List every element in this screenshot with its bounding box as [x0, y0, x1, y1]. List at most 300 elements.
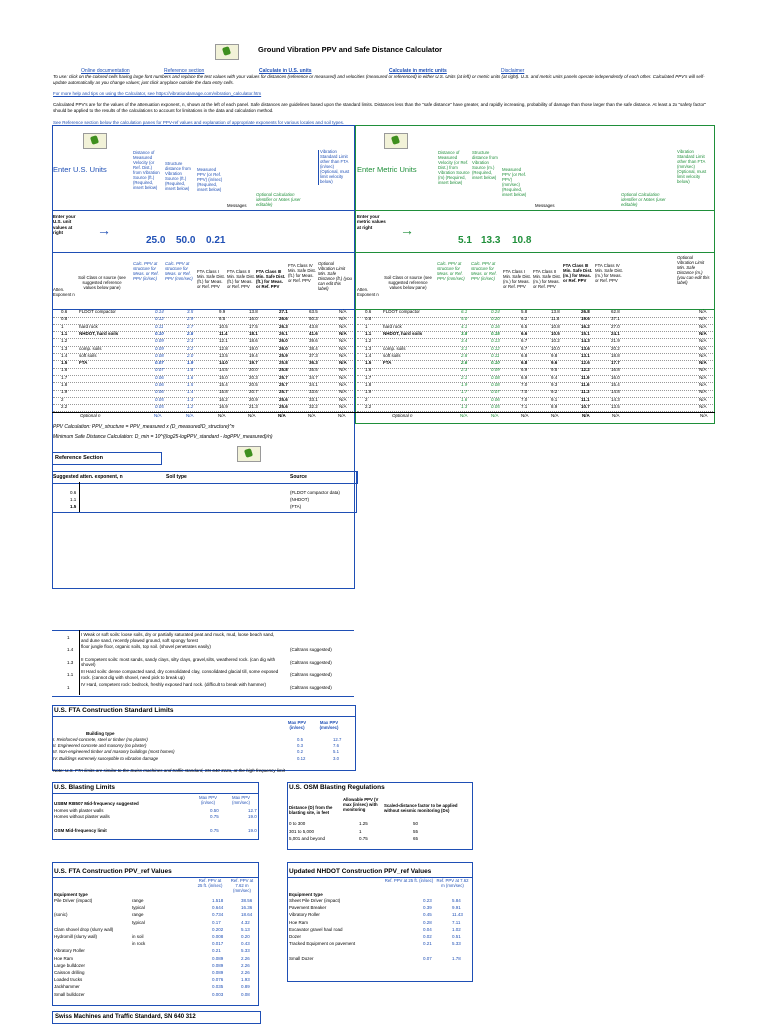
- osm-row-scaled: 65: [413, 836, 419, 841]
- fta-ppv-row-in: 0.003: [212, 991, 224, 997]
- us-h-fta2: FTA Class II Min. Safe Dist. (ft.) for Meas. or Ref. PPV: [227, 269, 255, 289]
- us-divider-mid: [52, 252, 355, 253]
- metric-rows-row-divider: [357, 375, 713, 376]
- us-rows-cell: 25.7: [279, 389, 288, 395]
- metric-rows-cell: 14.3: [611, 396, 620, 402]
- soil-source: (Caltrans suggested): [290, 672, 332, 678]
- metric-rows-cell: 0.06: [491, 396, 500, 402]
- soil-source: (Caltrans suggested): [290, 659, 332, 665]
- us-rows-cell: 26.1: [279, 330, 288, 336]
- fta-limits-title: U.S. FTA Construction Standard Limits: [54, 707, 174, 714]
- metric-rows-cell: 1.3: [365, 345, 372, 351]
- fta-ppv-row-equip: Large bulldozer: [54, 962, 86, 968]
- us-rows-cell: 0.05: [155, 403, 164, 409]
- us-optional-header: Optional Calculation identifier or Notes (user editable): [256, 192, 301, 207]
- nhdot-row-mm: 1.78: [452, 955, 461, 961]
- nhdot-row-equip: Vibratory Roller: [289, 912, 320, 918]
- us-rows-cell: 1.4: [61, 352, 68, 358]
- metric-rows-cell: 0.20: [491, 316, 500, 322]
- us-rows-cell: 20.9: [249, 396, 258, 402]
- us-h-calc1: Calc. PPV at structure for Meas. or Ref. PPV (in/sec): [133, 261, 159, 281]
- osm-row-allow: 1.25: [359, 821, 368, 826]
- us-divider-top: [52, 210, 355, 211]
- soil-source: (Caltrans suggested): [290, 647, 332, 653]
- us-rows-cell: 0.07: [155, 360, 164, 366]
- nhdot-row-in: 0.28: [423, 919, 432, 925]
- metric-rows-cell: 0.12: [491, 345, 500, 351]
- see-reference-link[interactable]: See Reference section below the calculation panes for PPV-ref values and explanation of appropriate exponents for various locales and soil types.: [53, 120, 345, 125]
- us-rows-cell: 0.06: [155, 389, 164, 395]
- metric-rows-cell: 14.8: [611, 389, 620, 395]
- us-rows-cell: 1.4: [187, 389, 194, 395]
- osm-row-dist: 5,001 and beyond: [289, 836, 326, 841]
- us-rows-cell: 19.0: [249, 345, 258, 351]
- fta-ppv-row-in: 1.518: [212, 898, 224, 903]
- fta-ppv-row-mm: 5.33: [241, 948, 250, 954]
- osm-h-allow: Allowable PPV (V max (in/sec) with monitoring: [343, 797, 379, 812]
- metric-rows-cell: 11.9: [581, 374, 590, 380]
- blasting-row-label: Homes without plaster walls: [54, 814, 110, 819]
- metric-h-atten: Atten. Exponent n: [357, 287, 379, 297]
- us-rows-cell: comp. soils: [79, 345, 102, 351]
- metric-optional-na-5: N/A: [582, 413, 590, 418]
- fta-ppv-row-equip: Caisson drilling: [54, 970, 85, 975]
- metric-rows-cell: 11.8: [551, 316, 560, 322]
- us-rows-cell: 9.9: [219, 309, 226, 314]
- us-rows-cell: 19.4: [249, 352, 258, 358]
- nhdot-h-in: Ref. PPV at 25 ft. (in/sec): [384, 878, 434, 883]
- us-rows-cell: 1.9: [61, 389, 68, 395]
- nhdot-row-mm: 9.91: [452, 905, 461, 911]
- fta-ppv-row-mm: 16.36: [241, 905, 253, 911]
- us-rows-cell: 1.1: [61, 330, 68, 336]
- reference-row-source: (FLDOT compactor data): [290, 490, 340, 495]
- us-col-structure-header: Structure distance from Vibration Source (ft.) (Required, insert below): [165, 161, 191, 191]
- metric-rows-cell: 1.1: [365, 330, 372, 336]
- fta-ppv-row-mm: 18.64: [241, 912, 253, 918]
- us-rows-cell: 17.5: [249, 323, 258, 329]
- nhdot-row-in: 0.04: [423, 926, 432, 932]
- reference-h-soil: Soil type: [166, 474, 187, 480]
- osm-row-dist: 0 to 300: [289, 821, 306, 826]
- metric-enter-label: Enter your metric values at right: [357, 214, 386, 230]
- nhdot-row-in: 0.21: [423, 941, 432, 947]
- fta-ppv-row-in: 0.734: [212, 912, 224, 918]
- formula-ppv: PPV Calculation: PPV_structure = PPV_measured x (D_measured/D_structure)^n: [53, 424, 235, 430]
- metric-rows-cell: 17.7: [611, 360, 620, 366]
- nhdot-row-mm: 5.33: [452, 941, 461, 947]
- us-rows-cell: 14.5: [219, 367, 228, 373]
- fta-ppv-row-mm: 2.26: [241, 955, 250, 961]
- metric-col-distance-header: Distance of Measured Velocity (or Ref. Dist.) from Vibration Source (m) (Required, insert below): [438, 150, 470, 185]
- us-rows-row-divider: [53, 397, 353, 398]
- us-rows-cell: 25.8: [279, 367, 288, 373]
- metric-rows-cell: 2.8: [461, 352, 468, 358]
- nhdot-h-mm: Ref. PPV at 7.62 m (mm/sec): [436, 878, 469, 888]
- us-rows-cell: 1.2: [61, 338, 68, 344]
- soil-desc-text: II Competent soils: most sands, sandy clays, silty clays, gravel,silts, weathered rock. (can dig with shovel): [81, 656, 276, 668]
- metric-divider-mid: [355, 252, 715, 253]
- metric-optional-na-3: N/A: [521, 413, 529, 418]
- metric-vibration-header: Vibration Standard Limit other than FTA (mm/sec) (Optional, must limit velocity below): [677, 149, 707, 184]
- metric-rows-cell: 6.6: [521, 330, 528, 336]
- us-optional-na-1: N/A: [154, 413, 162, 418]
- us-rows-cell: N/A: [339, 403, 347, 409]
- us-rows-cell: 0.12: [155, 316, 164, 322]
- metric-rows-cell: 0.6: [365, 309, 372, 314]
- us-h-soil: Soil Class or source (see suggested reference values below pane): [78, 275, 126, 290]
- fta-limits-divider: [52, 716, 356, 717]
- fta-ppv-row-kind: range: [132, 898, 144, 903]
- fta-ppv-h-equip: Equipment type: [54, 892, 88, 897]
- fta-ppv-row-equip: Jackhammer: [54, 984, 80, 990]
- fta-row-mm: 3.0: [333, 755, 339, 761]
- osm-row-allow: 0.75: [359, 836, 368, 841]
- metric-rows-row-divider: [357, 317, 713, 318]
- us-optional-n-label: Optional n: [80, 413, 101, 418]
- nhdot-row-mm: 11.43: [452, 912, 463, 918]
- us-rows-cell: 36.3: [309, 360, 318, 366]
- fta-ppv-row-in: 0.17: [212, 919, 221, 925]
- us-rows-cell: 34.1: [309, 382, 318, 387]
- fta-row-mm: 7.6: [333, 743, 339, 749]
- metric-rows-row-divider: [357, 390, 713, 391]
- us-rows-cell: N/A: [339, 396, 347, 402]
- metric-optional-na-1: N/A: [460, 413, 468, 418]
- us-rows-cell: 18.1: [249, 330, 258, 336]
- reference-title: Reference Section: [52, 452, 162, 465]
- reference-row-exp: 1.5: [70, 504, 77, 509]
- us-rows-row-divider: [53, 404, 353, 405]
- metric-h-fta1: FTA Class I Min. Safe Dist. (m.) for Meas. or Ref. PPV: [503, 269, 531, 289]
- us-rows-cell: 25.7: [279, 382, 288, 387]
- nhdot-row-in: 0.45: [423, 912, 432, 918]
- us-rows-cell: N/A: [339, 352, 347, 358]
- metric-logo-icon: [384, 133, 408, 149]
- us-rows-cell: 1.7: [61, 374, 68, 380]
- metric-rows-cell: N/A: [699, 382, 707, 387]
- metric-rows-cell: 26.8: [581, 309, 590, 314]
- us-rows-cell: 11.4: [219, 330, 228, 336]
- fta-ppv-row-in: 0.202: [212, 926, 224, 932]
- us-h-fta4: FTA Class IV Min. Safe Dist. (ft.) for Meas. or Ref. PPV: [288, 263, 316, 283]
- nhdot-row-equip: Excavator gravel haul road: [289, 926, 343, 932]
- metric-rows-cell: N/A: [699, 403, 707, 409]
- link-reference[interactable]: Reference section: [164, 68, 205, 74]
- fta-ppv-row-equip: Vibratory Roller: [54, 948, 85, 954]
- us-h-fta1: FTA Class I Min. Safe Dist. (ft.) for Meas. or Ref. PPV: [197, 269, 225, 289]
- fta-ppv-row-kind: in soil: [132, 934, 144, 939]
- us-rows-cell: 2: [61, 396, 64, 402]
- us-rows-cell: 0.11: [155, 323, 164, 329]
- us-rows-cell: 0.06: [155, 374, 164, 380]
- metric-h-fta2: FTA Class II Min. Safe Dist. (m.) for Meas. or Ref. PPV: [533, 269, 561, 289]
- metric-rows-cell: 2.3: [461, 367, 468, 373]
- fta-ppv-table: [54, 899, 256, 1003]
- reference-h-source: Source: [290, 474, 307, 480]
- metric-rows-cell: 9.5: [551, 367, 558, 373]
- metric-rows-cell: 10.0: [551, 345, 560, 351]
- metric-rows-cell: 0.08: [491, 382, 500, 387]
- metric-rows-cell: 7.0: [521, 382, 528, 387]
- fta-row-type: I. Reinforced-concrete, steel or timber (no plaster): [53, 737, 148, 742]
- nhdot-row-in: 0.23: [423, 898, 432, 903]
- soil-desc-text: IV Hard, competent rock: bedrock, freshly exposed hard rock. (difficult to break with hammer): [81, 681, 266, 687]
- blasting-h-mm: Max PPV (mm/sec): [232, 795, 250, 805]
- fta-table: [53, 738, 351, 766]
- fta-ppv-row-equip: Clam shovel drop (slurry wall): [54, 926, 114, 932]
- nhdot-title: Updated NHDOT Construction PPV_ref Values: [289, 868, 432, 875]
- reference-h-exp: Suggested atten. exponent, n: [53, 474, 123, 480]
- fta-ppv-row-in: 0.089: [212, 970, 224, 975]
- metric-rows-cell: N/A: [699, 330, 707, 336]
- us-optional-na-3: N/A: [218, 413, 226, 418]
- metric-rows-cell: 0.05: [491, 403, 500, 409]
- us-rows-cell: 39.6: [309, 338, 318, 344]
- nhdot-row-equip: Small Dozer: [289, 955, 314, 961]
- metric-rows-cell: 0.09: [491, 367, 500, 373]
- metric-rows-cell: N/A: [699, 396, 707, 402]
- metric-rows-row-divider: [357, 324, 713, 325]
- fta-ppv-h-in: Ref. PPV at 25 ft. (in/sec): [197, 878, 223, 888]
- us-rows-cell: 2.9: [187, 316, 194, 322]
- nhdot-row-equip: Tracked Equipment on pavement: [289, 941, 356, 947]
- metric-rows-cell: 13.5: [611, 403, 620, 409]
- us-rows-row-divider: [53, 382, 353, 383]
- us-rows-cell: 25.7: [279, 374, 288, 380]
- nhdot-row-equip: Dozer: [289, 934, 302, 939]
- metric-arrow-icon: →: [400, 222, 414, 238]
- metric-rows-cell: 9.3: [551, 382, 558, 387]
- fta-ppv-row-mm: 1.93: [241, 977, 250, 983]
- fta-ppv-divider: [52, 877, 259, 878]
- fta-ppv-row-mm: 0.08: [241, 991, 250, 997]
- fta-ppv-row-mm: 4.32: [241, 919, 250, 925]
- metric-rows-cell: 11.3: [581, 389, 590, 395]
- metric-rows-cell: 6.7: [521, 345, 528, 351]
- us-optional-na-7: N/A: [338, 413, 346, 418]
- us-rows-row-divider: [53, 375, 353, 376]
- help-link[interactable]: For more help and tips on using the Calculator, see https://vibrationdamage.com/vibration_calculator.htm: [53, 91, 262, 96]
- fta-ppv-row-equip: Pile Driver (impact): [54, 898, 93, 903]
- us-rows-cell: 33.6: [309, 389, 318, 395]
- us-vibration-header: Vibration Standard Limit other than FTA (in/sec) (Optional, must limit velocity below): [318, 150, 353, 185]
- metric-rows-cell: 1.6: [365, 367, 372, 373]
- us-rows-cell: 2.3: [187, 338, 194, 344]
- metric-rows-cell: 6.9: [521, 367, 528, 373]
- us-ppv-input[interactable]: 0.21: [206, 235, 226, 246]
- metric-rows-cell: 11.6: [581, 382, 590, 387]
- fta-ppv-row-equip: Loaded trucks: [54, 977, 83, 983]
- fta-ppv-row-in: 0.21: [212, 948, 221, 954]
- us-rows-cell: 1.3: [61, 345, 68, 351]
- soil-exp: 1: [67, 635, 70, 640]
- us-h-atten: Atten. Exponent n: [53, 287, 75, 297]
- swiss-title: Swiss Machines and Traffic Standard, SN 640 312: [52, 1011, 261, 1024]
- metric-rows-cell: 24.1: [611, 330, 620, 336]
- us-rows-row-divider: [53, 360, 353, 361]
- us-enter-label: Enter your U.S. unit values at right: [53, 214, 76, 236]
- fta-h-in: Max PPV (in/sec): [287, 720, 307, 730]
- blasting-osm-in: 0.75: [210, 828, 219, 833]
- fta-row-in: 0.2: [297, 749, 303, 755]
- metric-rows-cell: 8.9: [551, 403, 558, 409]
- metric-rows-cell: 19.6: [581, 316, 590, 322]
- us-rows-cell: 50.3: [309, 316, 318, 322]
- nhdot-table: [289, 899, 469, 979]
- osm-h-dist: Distance (D) from the blasting site, in feet: [289, 805, 333, 815]
- us-rows-cell: 2.2: [61, 403, 68, 409]
- metric-rows-cell: 3.8: [461, 330, 468, 336]
- fta-ppv-row-equip: (sonic): [54, 912, 68, 918]
- us-optional-na-2: N/A: [186, 413, 194, 418]
- us-rows-cell: 38.4: [309, 345, 318, 351]
- metric-rows-cell: 15.1: [581, 330, 590, 336]
- metric-rows-cell: 6.8: [521, 352, 528, 358]
- link-calc-us[interactable]: Calculate in U.S. units: [259, 68, 312, 74]
- metric-rows-cell: 1.2: [365, 338, 372, 344]
- metric-rows-cell: 1.4: [365, 352, 372, 358]
- fta-ppv-row-in: 0.017: [212, 941, 224, 947]
- blasting-row-mm: 19.0: [248, 814, 257, 819]
- osm-table: [289, 822, 469, 846]
- metric-ppv-input[interactable]: 10.8: [512, 235, 532, 246]
- us-rows-cell: 2.7: [187, 323, 194, 329]
- osm-title: U.S. OSM Blasting Regulations: [289, 784, 385, 791]
- metric-rows-cell: 16.2: [581, 323, 590, 329]
- link-disclaimer[interactable]: Disclaimer: [501, 68, 525, 74]
- metric-rows-cell: 1.5: [365, 360, 372, 366]
- us-rows-cell: 27.1: [279, 309, 288, 314]
- us-rows-cell: 20.5: [249, 382, 258, 387]
- metric-rows-cell: comp. soils: [383, 345, 406, 351]
- metric-rows-cell: 1.9: [365, 389, 372, 395]
- metric-distance-input[interactable]: 5.1: [458, 235, 472, 246]
- fta-ppv-row-mm: 0.20: [241, 934, 250, 939]
- metric-rows-cell: FTA: [383, 360, 392, 366]
- metric-rows-cell: 0.24: [491, 309, 500, 314]
- metric-rows-cell: N/A: [699, 367, 707, 373]
- us-rows-cell: 16.0: [249, 316, 258, 322]
- metric-h-fta4: FTA Class IV Min. Safe Dist. (m.) for Meas. or Ref. PPV: [595, 263, 623, 283]
- metric-rows-cell: 13.1: [581, 352, 590, 358]
- nhdot-row-in: 0.02: [423, 934, 432, 939]
- metric-rows-cell: 0.08: [491, 374, 500, 380]
- metric-rows-cell: 9.1: [551, 396, 558, 402]
- fta-ppv-title: U.S. FTA Construction PPV_ref Values: [54, 868, 172, 875]
- metric-rows-cell: 0.15: [491, 330, 500, 336]
- metric-rows-cell: 6.2: [521, 316, 528, 322]
- link-calc-metric[interactable]: Calculate in metric units: [389, 68, 447, 74]
- us-rows-row-divider: [53, 390, 353, 391]
- us-rows-row-divider: [53, 324, 353, 325]
- us-rows-cell: soft soils: [79, 352, 97, 358]
- fta-ppv-h-mm: Ref. PPV at 7.62 m (mm/sec): [230, 878, 254, 893]
- metric-rows-cell: 3.1: [461, 345, 468, 351]
- us-messages-header: Messages: [227, 203, 247, 208]
- blasting-usbm: USBM RI8507 Mid-frequency suggested: [54, 801, 139, 806]
- osm-row-scaled: 55: [413, 828, 419, 834]
- us-rows-cell: 1.5: [187, 382, 194, 387]
- metric-rows-cell: 2.2: [365, 403, 372, 409]
- us-rows-cell: 1.6: [187, 374, 194, 380]
- us-rows-cell: 33.1: [309, 396, 318, 402]
- soil-exp: 1.1: [67, 672, 74, 678]
- nhdot-row-mm: 7.11: [452, 919, 461, 925]
- soil-desc-text: I Weak or soft soils: loose soils, dry or partially saturated peat and muck, mud, loose beach sand, and dune sand, recently plowed ground, soft spongy forest: [81, 632, 275, 643]
- metric-rows-cell: 6.1: [461, 309, 468, 314]
- us-structure-input[interactable]: 50.0: [176, 235, 196, 246]
- metric-rows-cell: 0.07: [491, 389, 500, 395]
- us-rows-cell: 13.8: [249, 309, 258, 314]
- link-online-doc[interactable]: Online documentation: [81, 68, 130, 74]
- fta-ppv-row-in: 0.035: [212, 984, 224, 990]
- metric-data-table: [357, 309, 713, 409]
- logo-icon: [215, 44, 239, 60]
- us-rows-cell: 0.14: [155, 309, 164, 314]
- fta-row-in: 0.3: [297, 743, 303, 749]
- fta-ppv-row-mm: 2.26: [241, 962, 250, 968]
- us-rows-cell: 25.6: [279, 396, 288, 402]
- us-rows-cell: FTA: [79, 360, 88, 366]
- us-rows-cell: FLDOT compactor: [79, 309, 116, 314]
- blasting-row-in: 0.75: [210, 814, 219, 819]
- metric-rows-cell: 3.4: [461, 338, 468, 344]
- us-rows-cell: 3.5: [187, 309, 194, 314]
- metric-rows-cell: 1.7: [365, 374, 372, 380]
- metric-rows-cell: N/A: [699, 389, 707, 395]
- us-rows-cell: 2.5: [187, 330, 194, 336]
- us-rows-cell: 18.6: [249, 338, 258, 344]
- page-title: Ground Vibration PPV and Safe Distance Calculator: [258, 45, 443, 54]
- metric-rows-cell: 9.2: [551, 389, 558, 395]
- metric-rows-cell: 12.2: [581, 367, 590, 373]
- us-distance-input[interactable]: 25.0: [146, 235, 166, 246]
- us-rows-cell: 1: [61, 323, 64, 329]
- us-rows-cell: 0.07: [155, 367, 164, 373]
- soil-exp: 1: [67, 684, 70, 690]
- fta-h-type: Building type: [86, 731, 115, 736]
- metric-rows-cell: 9.4: [551, 374, 558, 380]
- us-rows-cell: 63.5: [309, 309, 318, 314]
- fta-ppv-row-kind: in rock: [132, 941, 146, 947]
- metric-rows-cell: 9.8: [551, 352, 558, 358]
- reference-row-source: (FTA): [290, 504, 302, 509]
- instructions-text: To use: click on the colored cells having large font numbers and replace the test values with your values for distances (reference or measured) and velocities (measured or referenced) in either U.S. Units (at left) or metric units (at right). U.S. and metric units panels operate independently of each other. Calculated PPV's will self-update automatically as you change values; just click anyplace outside the data entry cells.: [53, 74, 705, 85]
- fta-ppv-row-mm: 38.56: [241, 898, 253, 903]
- metric-structure-input[interactable]: 13.3: [481, 235, 501, 246]
- metric-rows-cell: FLDOT compactor: [383, 309, 420, 314]
- fta-ppv-row-mm: 5.13: [241, 926, 250, 932]
- metric-rows-cell: 14.3: [581, 338, 590, 344]
- us-rows-cell: 16.9: [219, 403, 228, 409]
- us-rows-cell: NHDOT, hard soils: [79, 330, 119, 336]
- metric-rows-cell: 37.1: [611, 316, 620, 322]
- fta-ppv-row-mm: 0.89: [241, 984, 250, 990]
- metric-rows-cell: 5.8: [521, 309, 528, 314]
- metric-rows-cell: 0.11: [491, 352, 500, 358]
- metric-panel-title: Enter Metric Units: [357, 165, 417, 174]
- us-rows-cell: 20.3: [249, 374, 258, 380]
- us-rows-cell: 0.09: [155, 338, 164, 344]
- metric-optional-header: Optional Calculation identifier or Notes (user editable): [621, 192, 666, 207]
- us-rows-cell: N/A: [339, 360, 347, 366]
- fta-ppv-row-in: 0.076: [212, 977, 224, 983]
- us-rows-cell: 8.5: [219, 316, 226, 322]
- metric-optional-na-2: N/A: [491, 413, 499, 418]
- soil-source: (Caltrans suggested): [290, 684, 332, 690]
- reference-row-exp: 0.6: [70, 490, 77, 495]
